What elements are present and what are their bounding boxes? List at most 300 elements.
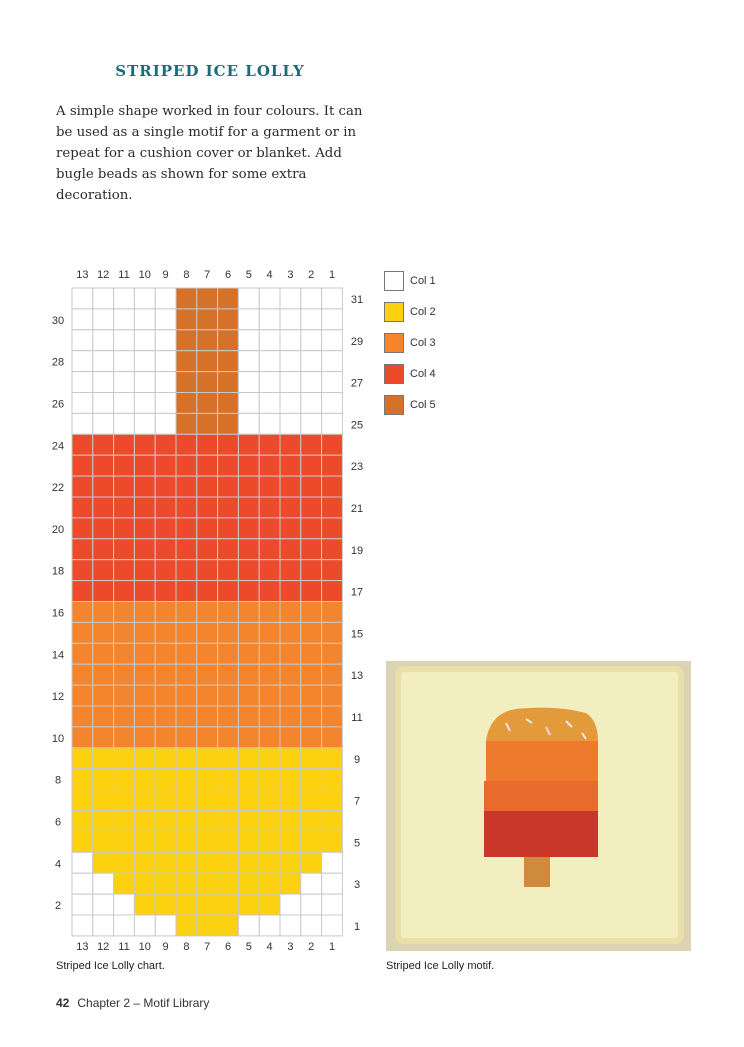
legend-label: Col 2 [410, 305, 436, 318]
chart-cell [301, 497, 322, 518]
chart-cell [72, 351, 93, 372]
chart-cell [176, 811, 197, 832]
chart-cell [197, 560, 218, 581]
chart-cell [176, 643, 197, 664]
chart-cell [259, 476, 280, 497]
chart-cell [301, 351, 322, 372]
chart-cell [93, 873, 114, 894]
chart-cell [280, 560, 301, 581]
row-label-even: 22 [51, 482, 65, 495]
chart-cell [93, 748, 114, 769]
chart-cell [155, 518, 176, 539]
chart-cell [114, 727, 135, 748]
chart-cell [238, 664, 259, 685]
chart-cell [322, 685, 343, 706]
column-label-bottom: 8 [183, 941, 190, 953]
chart-cell [114, 915, 135, 936]
chart-cell [238, 706, 259, 727]
row-label-even: 10 [51, 732, 65, 745]
chart-cell [176, 894, 197, 915]
column-label-bottom: 4 [266, 941, 273, 953]
row-label-odd: 17 [350, 586, 364, 599]
chart-cell [176, 622, 197, 643]
chart-cell [93, 581, 114, 602]
column-label-bottom: 2 [308, 941, 315, 953]
chart-cell [72, 622, 93, 643]
knitted-motif-photo [386, 661, 691, 951]
photo-caption: Striped Ice Lolly motif. [386, 960, 495, 972]
chart-cell [114, 288, 135, 309]
chart-cell [218, 581, 239, 602]
chart-cell [93, 539, 114, 560]
chart-cell [259, 518, 280, 539]
chart-cell [301, 769, 322, 790]
chart-cell [218, 455, 239, 476]
chart-cell [238, 581, 259, 602]
chart-cell [218, 622, 239, 643]
chart-cell [218, 643, 239, 664]
chart-cell [301, 748, 322, 769]
chart-cell [218, 309, 239, 330]
chart-cell [93, 622, 114, 643]
row-label-even: 28 [51, 356, 65, 369]
chart-cell [176, 351, 197, 372]
row-label-odd: 11 [351, 712, 363, 724]
chart-cell [218, 497, 239, 518]
chart-cell [155, 330, 176, 351]
chart-cell [155, 873, 176, 894]
chart-cell [259, 413, 280, 434]
chart-cell [93, 351, 114, 372]
chart-cell [301, 476, 322, 497]
chart-cell [238, 873, 259, 894]
chart-cell [134, 581, 155, 602]
chart-cell [114, 748, 135, 769]
chart-cell [176, 602, 197, 623]
chart-cell [218, 539, 239, 560]
chart-cell [280, 622, 301, 643]
chart-cell [114, 372, 135, 393]
row-label-odd: 5 [353, 837, 361, 850]
chart-cell [155, 393, 176, 414]
chart-cell [176, 476, 197, 497]
chart-cell [134, 915, 155, 936]
chart-cell [114, 852, 135, 873]
legend-item-col5 [384, 389, 436, 420]
chart-cell [322, 413, 343, 434]
chart-cell [114, 769, 135, 790]
chart-cell [238, 288, 259, 309]
chart-cell [322, 288, 343, 309]
chart-cell [301, 685, 322, 706]
chapter-label: Chapter 2 – Motif Library [77, 996, 210, 1010]
chart-cell [134, 602, 155, 623]
chart-cell [301, 811, 322, 832]
chart-cell [197, 664, 218, 685]
chart-cell [93, 434, 114, 455]
chart-cell [301, 915, 322, 936]
chart-cell [280, 915, 301, 936]
chart-cell [218, 894, 239, 915]
chart-cell [259, 831, 280, 852]
chart-cell [218, 831, 239, 852]
chart-cell [93, 790, 114, 811]
chart-cell [197, 434, 218, 455]
chart-cell [93, 393, 114, 414]
chart-cell [218, 476, 239, 497]
chart-cell [93, 769, 114, 790]
legend-label: Col 4 [410, 367, 436, 380]
chart-cell [301, 330, 322, 351]
chart-cell [259, 685, 280, 706]
chart-cell [197, 852, 218, 873]
chart-cell [197, 894, 218, 915]
chart-cell [322, 706, 343, 727]
row-label-odd: 31 [350, 294, 364, 306]
chart-cell [134, 748, 155, 769]
chart-cell [114, 831, 135, 852]
column-label-top: 7 [204, 269, 211, 281]
chart-cell [197, 831, 218, 852]
chart-cell [176, 873, 197, 894]
row-label-odd: 19 [350, 544, 364, 557]
chart-cell [176, 664, 197, 685]
legend-label: Col 1 [410, 274, 436, 287]
chart-cell [155, 831, 176, 852]
chart-cell [238, 748, 259, 769]
chart-cell [114, 643, 135, 664]
column-label-top: 1 [328, 269, 336, 281]
chart-cell [322, 455, 343, 476]
row-label-odd: 23 [350, 461, 364, 474]
chart-cell [114, 685, 135, 706]
row-label-even: 26 [51, 398, 65, 411]
chart-cell [176, 434, 197, 455]
chart-cell [134, 894, 155, 915]
swatch-col2 [384, 302, 404, 322]
chart-cell [322, 351, 343, 372]
chart-cell [238, 622, 259, 643]
column-label-bottom: 10 [138, 941, 151, 953]
chart-cell [322, 727, 343, 748]
chart-cell [197, 727, 218, 748]
chart-cell [322, 852, 343, 873]
chart-cell [301, 288, 322, 309]
chart-cell [93, 831, 114, 852]
chart-cell [155, 622, 176, 643]
chart-cell [72, 643, 93, 664]
chart-cell [114, 560, 135, 581]
chart-cell [72, 413, 93, 434]
chart-cell [322, 497, 343, 518]
chart-cell [134, 413, 155, 434]
chart-cell [114, 434, 135, 455]
chart-cell [114, 873, 135, 894]
chart-cell [114, 622, 135, 643]
chart-cell [280, 497, 301, 518]
row-label-odd: 7 [353, 795, 361, 808]
row-label-even: 12 [51, 691, 65, 704]
chart-cell [197, 811, 218, 832]
chart-cell [93, 372, 114, 393]
chart-cell [114, 309, 135, 330]
chart-cell [134, 852, 155, 873]
page-footer [56, 996, 209, 1010]
chart-cell [134, 476, 155, 497]
chart-cell [301, 455, 322, 476]
chart-cell [72, 539, 93, 560]
chart-cell [301, 372, 322, 393]
chart-cell [301, 560, 322, 581]
chart-cell [72, 560, 93, 581]
chart-cell [218, 706, 239, 727]
chart-cell [72, 455, 93, 476]
chart-cell [197, 351, 218, 372]
chart-cell [280, 852, 301, 873]
chart-cell [238, 643, 259, 664]
chart-cell [134, 769, 155, 790]
chart-cell [259, 622, 280, 643]
row-label-even: 14 [51, 649, 65, 662]
chart-cell [72, 372, 93, 393]
chart-cell [72, 664, 93, 685]
chart-cell [259, 434, 280, 455]
chart-cell [176, 518, 197, 539]
chart-cell [301, 539, 322, 560]
legend-item-col2 [384, 296, 436, 327]
chart-cell [114, 351, 135, 372]
legend-item-col3 [384, 327, 436, 358]
chart-cell [280, 330, 301, 351]
row-label-even: 8 [54, 774, 62, 787]
chart-cell [301, 602, 322, 623]
chart-cell [322, 330, 343, 351]
chart-cell [197, 769, 218, 790]
chart-cell [322, 894, 343, 915]
chart-cell [218, 685, 239, 706]
chart-cell [301, 894, 322, 915]
chart-cell [218, 393, 239, 414]
chart-cell [197, 685, 218, 706]
chart-cell [134, 811, 155, 832]
chart-cell [134, 309, 155, 330]
chart-cell [301, 518, 322, 539]
chart-cell [238, 309, 259, 330]
chart-cell [197, 497, 218, 518]
chart-cell [72, 769, 93, 790]
chart-cell [259, 664, 280, 685]
chart-cell [114, 413, 135, 434]
chart-cell [134, 434, 155, 455]
chart-cell [72, 330, 93, 351]
chart-cell [322, 581, 343, 602]
row-label-odd: 1 [353, 921, 361, 933]
chart-cell [301, 664, 322, 685]
chart-cell [72, 288, 93, 309]
chart-cell [72, 309, 93, 330]
column-label-top: 11 [118, 269, 130, 281]
chart-cell [238, 602, 259, 623]
chart-cell [259, 811, 280, 832]
chart-cell [176, 831, 197, 852]
chart-cell [134, 330, 155, 351]
chart-cell [93, 727, 114, 748]
chart-cell [280, 393, 301, 414]
chart-cell [301, 643, 322, 664]
chart-cell [176, 455, 197, 476]
chart-cell [322, 643, 343, 664]
chart-cell [301, 727, 322, 748]
chart-cell [280, 602, 301, 623]
column-label-bottom: 3 [287, 941, 294, 953]
chart-cell [238, 811, 259, 832]
chart-cell [93, 664, 114, 685]
chart-cell [176, 413, 197, 434]
legend-item-col1 [384, 265, 436, 296]
chart-cell [238, 497, 259, 518]
chart-cell [238, 769, 259, 790]
chart-cell [114, 811, 135, 832]
chart-cell [280, 664, 301, 685]
chart-cell [93, 497, 114, 518]
chart-cell [155, 643, 176, 664]
chart-cell [280, 434, 301, 455]
chart-cell [322, 915, 343, 936]
chart-cell [259, 330, 280, 351]
chart-cell [176, 372, 197, 393]
row-label-odd: 21 [350, 503, 364, 515]
chart-cell [322, 790, 343, 811]
chart-cell [72, 476, 93, 497]
chart-cell [93, 685, 114, 706]
chart-cell [197, 455, 218, 476]
chart-cell [176, 915, 197, 936]
chart-cell [259, 372, 280, 393]
chart-cell [155, 413, 176, 434]
chart-cell [259, 309, 280, 330]
chart-cell [280, 727, 301, 748]
chart-cell [93, 706, 114, 727]
chart-cell [176, 581, 197, 602]
chart-cell [301, 873, 322, 894]
chart-cell [322, 372, 343, 393]
chart-cell [155, 372, 176, 393]
chart-cell [301, 852, 322, 873]
color-legend [384, 265, 436, 420]
chart-cell [322, 560, 343, 581]
chart-cell [134, 288, 155, 309]
chart-cell [322, 434, 343, 455]
chart-cell [259, 748, 280, 769]
legend-label: Col 5 [410, 398, 436, 411]
chart-cell [301, 831, 322, 852]
chart-cell [280, 706, 301, 727]
chart-cell [155, 602, 176, 623]
chart-cell [197, 581, 218, 602]
chart-cell [238, 539, 259, 560]
chart-cell [155, 790, 176, 811]
chart-cell [72, 915, 93, 936]
chart-cell [322, 873, 343, 894]
chart-cell [218, 372, 239, 393]
chart-cell [155, 476, 176, 497]
column-label-top: 8 [183, 269, 190, 281]
legend-item-col4 [384, 358, 436, 389]
chart-cell [155, 706, 176, 727]
chart-cell [218, 769, 239, 790]
column-label-top: 5 [245, 269, 252, 281]
chart-cell [238, 351, 259, 372]
row-label-odd: 15 [350, 628, 364, 641]
chart-cell [322, 393, 343, 414]
column-label-top: 2 [308, 269, 315, 281]
chart-cell [114, 476, 135, 497]
column-label-top: 6 [224, 269, 232, 281]
chart-cell [134, 622, 155, 643]
chart-cell [176, 539, 197, 560]
chart-cell [134, 560, 155, 581]
chart-cell [280, 643, 301, 664]
chart-cell [197, 518, 218, 539]
row-label-odd: 27 [350, 377, 364, 390]
chart-cell [238, 434, 259, 455]
chart-cell [238, 852, 259, 873]
column-label-bottom: 1 [328, 941, 336, 953]
chart-cell [197, 393, 218, 414]
chart-cell [238, 455, 259, 476]
swatch-col1 [384, 271, 404, 291]
chart-cell [155, 915, 176, 936]
chart-cell [218, 518, 239, 539]
chart-cell [301, 622, 322, 643]
chart-cell [134, 539, 155, 560]
chart-cell [93, 330, 114, 351]
chart-cell [218, 664, 239, 685]
chart-cell [134, 873, 155, 894]
chart-cell [176, 330, 197, 351]
chart-cell [72, 581, 93, 602]
chart-cell [259, 769, 280, 790]
chart-cell [197, 288, 218, 309]
chart-cell [93, 894, 114, 915]
chart-cell [72, 497, 93, 518]
chart-cell [93, 309, 114, 330]
chart-cell [259, 581, 280, 602]
chart-cell [322, 769, 343, 790]
chart-cell [259, 915, 280, 936]
chart-cell [134, 455, 155, 476]
chart-cell [134, 372, 155, 393]
chart-cell [93, 455, 114, 476]
row-label-even: 6 [54, 816, 62, 829]
chart-cell [114, 455, 135, 476]
column-label-bottom: 6 [224, 941, 232, 953]
chart-cell [238, 790, 259, 811]
chart-cell [197, 539, 218, 560]
chart-cell [72, 434, 93, 455]
chart-cell [176, 288, 197, 309]
chart-cell [197, 309, 218, 330]
chart-cell [280, 288, 301, 309]
row-label-even: 30 [51, 314, 65, 327]
chart-cell [176, 727, 197, 748]
chart-cell [218, 852, 239, 873]
chart-cell [155, 581, 176, 602]
chart-cell [155, 455, 176, 476]
chart-cell [72, 831, 93, 852]
chart-cell [218, 790, 239, 811]
chart-cell [134, 664, 155, 685]
